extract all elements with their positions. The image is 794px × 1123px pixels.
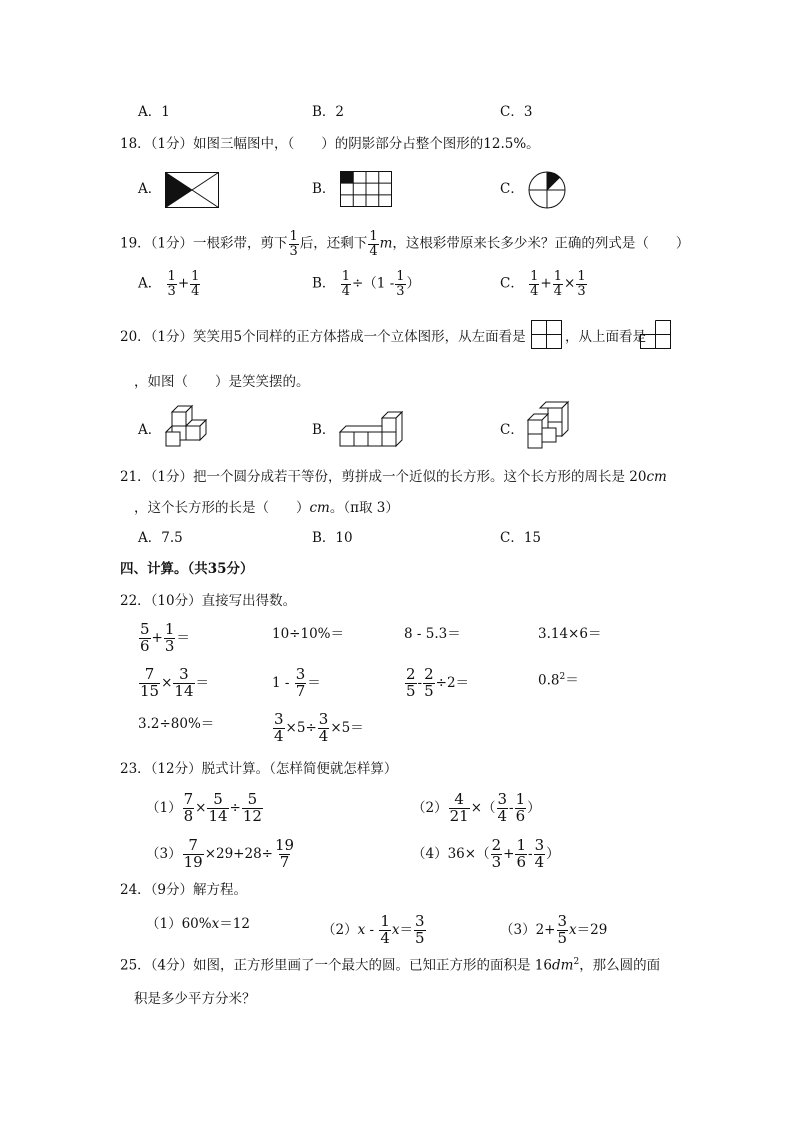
q21-option-a: A．7.5 xyxy=(138,530,183,546)
q22-expr-6: 1 - $\frac{3}{7}$ ＝ xyxy=(272,665,321,700)
q20-left-view-icon xyxy=(531,320,563,350)
q20-option-a-label: A． xyxy=(138,422,162,438)
q20-figure-b-cubes xyxy=(338,404,408,448)
q19-stem: 19．（1分）一根彩带，剪下 $\frac{1}{3}$ 后，还剩下 $\frac{1}{4}$ m，这根彩带原来长多少米？正确的列式是（ ） xyxy=(120,229,690,259)
q17-option-b: B．2 xyxy=(312,104,345,120)
q19-option-c: C． $\frac{1}{4}$ + $\frac{1}{4}$ × $\frac{1}{3}$ xyxy=(500,269,586,299)
q20-stem-1: 20．（1分）笑笑用5个同样的正方体搭成一个立体图形，从左面看是 xyxy=(120,329,526,345)
q22-expr-7: $\frac{2}{5}$ - $\frac{2}{5}$ ÷2＝ xyxy=(406,665,470,700)
q22-expr-10: $\frac{3}{4}$ ×5÷ $\frac{3}{4}$ ×5＝ xyxy=(274,710,364,745)
q18-figure-a-rectangle xyxy=(165,172,219,208)
q22-stem: 22．（10分）直接写出得数。 xyxy=(120,593,297,609)
q24-problem-2: （2）x - $\frac{1}{4}$ x＝ $\frac{3}{5}$ xyxy=(322,912,425,947)
q23-problem-4: （4）36×（ $\frac{2}{3}$ + $\frac{1}{6}$ - $\frac{3}{4}$ ） xyxy=(412,836,560,871)
q25-stem-2: 积是多少平方分米？ xyxy=(134,991,256,1007)
q20-option-c-label: C． xyxy=(500,422,524,438)
q20-option-b-label: B． xyxy=(312,422,336,438)
q18-option-a-label: A． xyxy=(138,181,162,197)
q18-option-b-label: B． xyxy=(312,181,336,197)
section-4-title: 四、计算。（共35分） xyxy=(120,561,254,577)
q20-stem-3: ，如图（ ）是笑笑摆的。 xyxy=(134,374,310,390)
q22-expr-8: $0.8^2=$ xyxy=(538,672,579,689)
q20-top-view-icon xyxy=(640,320,672,350)
q20-stem-2: ，从上面看是 xyxy=(565,329,646,345)
q22-expr-3: 8 - 5.3＝ xyxy=(404,626,461,642)
q23-problem-3: （3） $\frac{7}{19}$ ×29+28÷ $\frac{19}{7}$ xyxy=(146,836,295,871)
q24-problem-1: （1）60%x＝12 xyxy=(146,916,250,932)
q18-figure-b-grid xyxy=(340,171,392,207)
q21-stem-2: ，这个长方形的长是（ ）cm。（π取 3） xyxy=(134,500,399,516)
q17-option-a: A．1 xyxy=(138,104,170,120)
q22-expr-5: $\frac{7}{15}$ × $\frac{3}{14}$ ＝ xyxy=(140,665,209,700)
q25-stem-1: 25．（4分）如图，正方形里画了一个最大的圆。已知正方形的面积是 $16dm^2$，那么圆的面 xyxy=(120,957,661,974)
q22-expr-2: 10÷10%＝ xyxy=(272,626,344,642)
q23-stem: 23．（12分）脱式计算。（怎样简便就怎样算） xyxy=(120,761,398,777)
q22-expr-4: 3.14×6＝ xyxy=(538,626,602,642)
q23-problem-1: （1） $\frac{7}{8}$ × $\frac{5}{14}$ ÷ $\frac{5}{12}$ xyxy=(146,790,262,825)
q20-figure-a-cubes xyxy=(162,404,212,448)
q23-problem-2: （2） $\frac{4}{21}$ ×（ $\frac{3}{4}$ - $\frac{1}{6}$ ） xyxy=(412,790,541,825)
q24-problem-3: （3）2+ $\frac{3}{5}$ x＝29 xyxy=(500,912,608,947)
q18-option-c-label: C． xyxy=(500,181,524,197)
q20-figure-c-cubes xyxy=(524,400,576,450)
q22-expr-9: 3.2÷80%＝ xyxy=(138,716,215,732)
q18-figure-c-circle xyxy=(527,170,567,210)
q21-option-c: C．15 xyxy=(500,530,542,546)
q24-stem: 24．（9分）解方程。 xyxy=(120,882,248,898)
q21-stem-1: 21．（1分）把一个圆分成若干等份，剪拼成一个近似的长方形。这个长方形的周长是 20cm xyxy=(120,469,667,485)
q19-option-b: B． $\frac{1}{4}$ ÷（1 - $\frac{1}{3}$ ） xyxy=(312,269,421,299)
q21-option-b: B．10 xyxy=(312,530,353,546)
q17-option-c: C．3 xyxy=(500,104,533,120)
q19-option-a: A． $\frac{1}{3}$ + $\frac{1}{4}$ xyxy=(138,269,200,299)
q18-stem: 18．（1分）如图三幅图中，（ ）的阴影部分占整个图形的12.5%。 xyxy=(120,136,540,152)
q22-expr-1: $\frac{5}{6}$ + $\frac{1}{3}$ ＝ xyxy=(140,620,190,655)
